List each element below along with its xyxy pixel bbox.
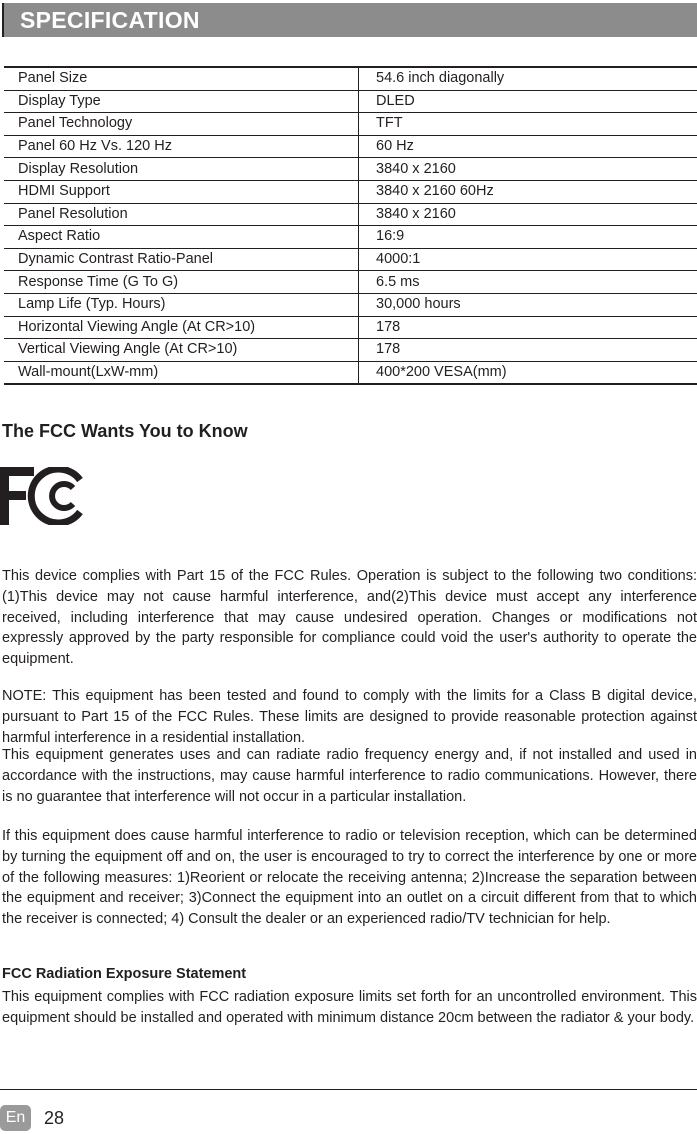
spec-label: Horizontal Viewing Angle (At CR>10) [4, 316, 359, 339]
footer-divider [0, 1089, 697, 1090]
spec-value: 3840 x 2160 60Hz [359, 180, 697, 203]
spec-label: HDMI Support [4, 180, 359, 203]
spec-value: 4000:1 [359, 248, 697, 271]
spec-value: 30,000 hours [359, 293, 697, 316]
section-header-bar [2, 3, 697, 37]
spec-row [4, 203, 697, 226]
section-title: SPECIFICATION [20, 7, 200, 33]
spec-value: 178 [359, 316, 697, 339]
spec-value: 400*200 VESA(mm) [359, 361, 697, 384]
spec-value: DLED [359, 90, 697, 113]
page-number: 28 [44, 1108, 65, 1128]
spec-row [4, 293, 697, 316]
spec-row [4, 226, 697, 249]
spec-label: Dynamic Contrast Ratio-Panel [4, 248, 359, 271]
spec-row [4, 339, 697, 362]
spec-label: Display Type [4, 90, 359, 113]
spec-value: 54.6 inch diagonally [359, 67, 697, 90]
spec-row [4, 361, 697, 384]
spec-row [4, 158, 697, 181]
spec-value: 16:9 [359, 226, 697, 249]
spec-label: Response Time (G To G) [4, 271, 359, 294]
spec-label: Wall-mount(LxW-mm) [4, 361, 359, 384]
spec-label: Panel Resolution [4, 203, 359, 226]
spec-row [4, 67, 697, 90]
radiation-exposure-paragraph: This equipment complies with FCC radiation exposure limits set forth for an uncontrolled environment. This equipment should be installed and operated with minimum distance 20cm between the radiator & your body. [2, 989, 697, 1026]
spec-value: TFT [359, 113, 697, 136]
spec-label: Panel 60 Hz Vs. 120 Hz [4, 135, 359, 158]
spec-row [4, 180, 697, 203]
fcc-radiation-paragraph: This equipment generates uses and can radiate radio frequency energy and, if not installed and used in accordance with the instructions, may cause harmful interference to radio communications. However, there is no guarantee that interference will not occur in a particular installation. [2, 747, 697, 805]
spec-label: Lamp Life (Typ. Hours) [4, 293, 359, 316]
language-badge: En [0, 1105, 31, 1131]
spec-value: 3840 x 2160 [359, 203, 697, 226]
spec-row [4, 90, 697, 113]
spec-label: Panel Size [4, 67, 359, 90]
spec-label: Vertical Viewing Angle (At CR>10) [4, 339, 359, 362]
fcc-logo-icon [0, 467, 84, 525]
spec-value: 3840 x 2160 [359, 158, 697, 181]
spec-row [4, 113, 697, 136]
fcc-compliance-paragraph: This device complies with Part 15 of the FCC Rules. Operation is subject to the following two conditions: (1)This device may not cause harmful interference, and(2)This device must accept any interference received, including interference that may cause undesired operation. Changes or modifications not expressly approved by the party responsible for compliance could void the user's authority to operate the equipment. [2, 568, 697, 668]
spec-label: Aspect Ratio [4, 226, 359, 249]
radiation-exposure-heading: FCC Radiation Exposure Statement [2, 966, 247, 982]
spec-label: Display Resolution [4, 158, 359, 181]
fcc-heading: The FCC Wants You to Know [2, 421, 248, 441]
spec-label: Panel Technology [4, 113, 359, 136]
fcc-note-paragraph: NOTE: This equipment has been tested and found to comply with the limits for a Class B digital device, pursuant to Part 15 of the FCC Rules. These limits are designed to provide reasonable protection against harmful interference in a residential installation. [2, 688, 697, 746]
spec-value: 178 [359, 339, 697, 362]
spec-row [4, 248, 697, 271]
spec-value: 6.5 ms [359, 271, 697, 294]
spec-row [4, 135, 697, 158]
spec-value: 60 Hz [359, 135, 697, 158]
specification-table [4, 66, 697, 385]
spec-row [4, 271, 697, 294]
spec-row [4, 316, 697, 339]
fcc-interference-paragraph: If this equipment does cause harmful interference to radio or television reception, which can be determined by turning the equipment off and on, the user is encouraged to try to correct the interference by one or more of the following measures: 1)Reorient or relocate the receiving antenna; 2)Increase the separation between the equipment and receiver; 3)Connect the equipment into an outlet on a circuit different from that to which the receiver is connected; 4) Consult the dealer or an experienced radio/TV technician for help. [2, 828, 697, 928]
